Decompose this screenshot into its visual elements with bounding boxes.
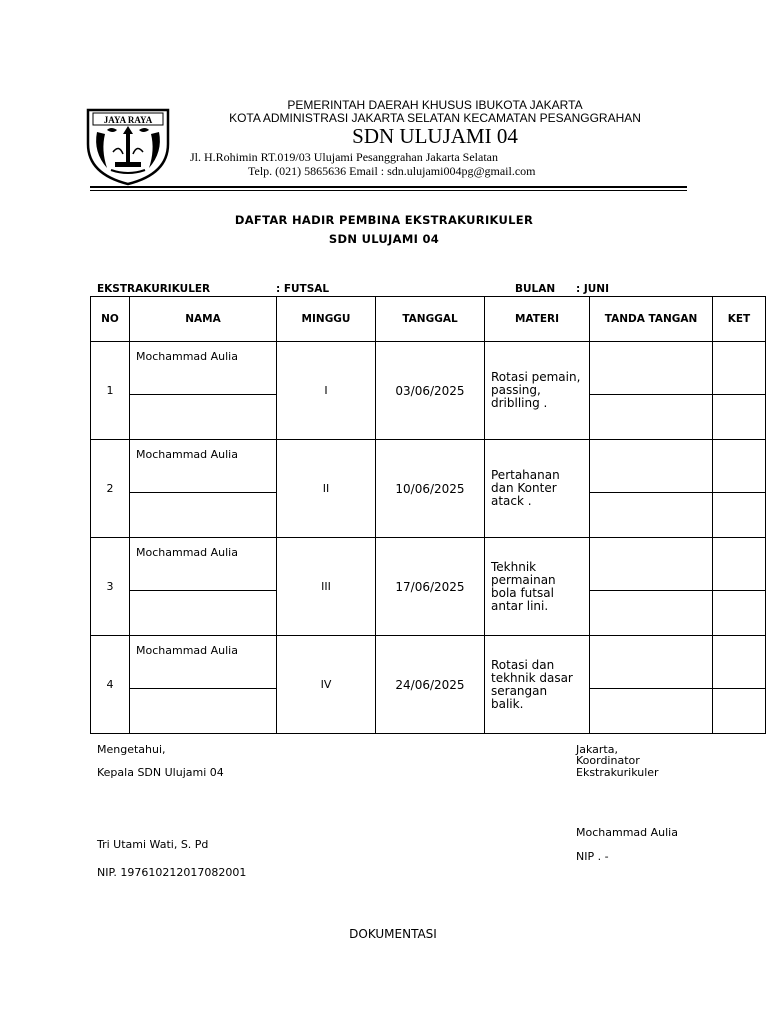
- kepala-sekolah-title: Kepala SDN Ulujami 04: [97, 766, 224, 779]
- ket-cell[interactable]: [713, 689, 766, 734]
- mengetahui-label: Mengetahui,: [97, 743, 166, 756]
- signature-cell[interactable]: [590, 689, 713, 734]
- row-no: 3: [91, 538, 130, 636]
- signature-cell[interactable]: [590, 493, 713, 538]
- header-minggu: MINGGU: [277, 297, 376, 342]
- row-tanggal: 10/06/2025: [376, 440, 485, 538]
- table-row: [91, 342, 766, 395]
- kop-rule-thick: [90, 186, 687, 188]
- ket-cell[interactable]: [713, 342, 766, 395]
- row-no: 1: [91, 342, 130, 440]
- row-tanggal: 03/06/2025: [376, 342, 485, 440]
- header-tanda-tangan: TANDA TANGAN: [590, 297, 713, 342]
- signature-cell[interactable]: [590, 636, 713, 689]
- row-materi: Pertahanan dan Konter atack .: [485, 440, 590, 538]
- kop-line-1: PEMERINTAH DAERAH KHUSUS IBUKOTA JAKARTA: [287, 98, 583, 112]
- nama-empty-cell[interactable]: [130, 493, 277, 538]
- document-subtitle: SDN ULUJAMI 04: [328, 232, 440, 246]
- header-materi: MATERI: [485, 297, 590, 342]
- kop-line-2: KOTA ADMINISTRASI JAKARTA SELATAN KECAMATAN PESANGGRAHAN: [229, 111, 641, 125]
- row-nama: Mochammad Aulia: [130, 636, 277, 689]
- signature-cell[interactable]: [590, 538, 713, 591]
- row-minggu: III: [277, 538, 376, 636]
- row-minggu: IV: [277, 636, 376, 734]
- row-materi: Rotasi pemain, passing, driblling .: [485, 342, 590, 440]
- logo-text: JAYA RAYA: [103, 115, 153, 125]
- row-materi: Rotasi dan tekhnik dasar serangan balik.: [485, 636, 590, 734]
- row-tanggal: 24/06/2025: [376, 636, 485, 734]
- school-name: SDN ULUJAMI 04: [352, 124, 518, 148]
- ekskul-label: EKSTRAKURIKULER: [97, 283, 211, 295]
- attendance-table: [90, 296, 766, 734]
- kepala-sekolah-nip: NIP. 197610212017082001: [97, 866, 247, 879]
- ket-cell[interactable]: [713, 636, 766, 689]
- header-no: NO: [91, 297, 130, 342]
- school-address: Jl. H.Rohimin RT.019/03 Ulujami Pesanggrahan Jakarta Selatan: [190, 150, 499, 164]
- jaya-raya-logo: [85, 104, 171, 186]
- header-tanggal: TANGGAL: [376, 297, 485, 342]
- city-label: Jakarta,: [576, 743, 618, 756]
- table-row: [91, 440, 766, 493]
- signature-cell[interactable]: [590, 440, 713, 493]
- row-no: 4: [91, 636, 130, 734]
- ket-cell[interactable]: [713, 395, 766, 440]
- header-nama: NAMA: [130, 297, 277, 342]
- koordinator-title-2: Ekstrakurikuler: [576, 766, 659, 779]
- table-row: [91, 636, 766, 689]
- row-nama: Mochammad Aulia: [130, 342, 277, 395]
- bulan-value: : JUNI: [576, 283, 609, 295]
- koordinator-nip: NIP . -: [576, 850, 609, 863]
- bulan-label: BULAN: [515, 283, 556, 295]
- row-minggu: I: [277, 342, 376, 440]
- ket-cell[interactable]: [713, 591, 766, 636]
- row-tanggal: 17/06/2025: [376, 538, 485, 636]
- row-nama: Mochammad Aulia: [130, 440, 277, 493]
- ket-cell[interactable]: [713, 538, 766, 591]
- table-header-row: [91, 297, 766, 342]
- row-no: 2: [91, 440, 130, 538]
- signature-cell[interactable]: [590, 395, 713, 440]
- nama-empty-cell[interactable]: [130, 591, 277, 636]
- header-ket: KET: [713, 297, 766, 342]
- school-contact: Telp. (021) 5865636 Email : sdn.ulujami004pg@gmail.com: [248, 164, 536, 178]
- koordinator-name: Mochammad Aulia: [576, 826, 678, 839]
- ekskul-value: : FUTSAL: [276, 283, 330, 295]
- kop-rule-thin: [90, 190, 687, 191]
- table-row: [91, 538, 766, 591]
- row-minggu: II: [277, 440, 376, 538]
- signature-cell[interactable]: [590, 342, 713, 395]
- nama-empty-cell[interactable]: [130, 395, 277, 440]
- row-nama: Mochammad Aulia: [130, 538, 277, 591]
- signature-cell[interactable]: [590, 591, 713, 636]
- ket-cell[interactable]: [713, 440, 766, 493]
- kepala-sekolah-name: Tri Utami Wati, S. Pd: [97, 838, 209, 851]
- dokumentasi-heading: DOKUMENTASI: [349, 927, 437, 941]
- row-materi: Tekhnik permainan bola futsal antar lini.: [485, 538, 590, 636]
- document-title: DAFTAR HADIR PEMBINA EKSTRAKURIKULER: [234, 213, 534, 227]
- nama-empty-cell[interactable]: [130, 689, 277, 734]
- ket-cell[interactable]: [713, 493, 766, 538]
- koordinator-title-1: Koordinator: [576, 754, 640, 767]
